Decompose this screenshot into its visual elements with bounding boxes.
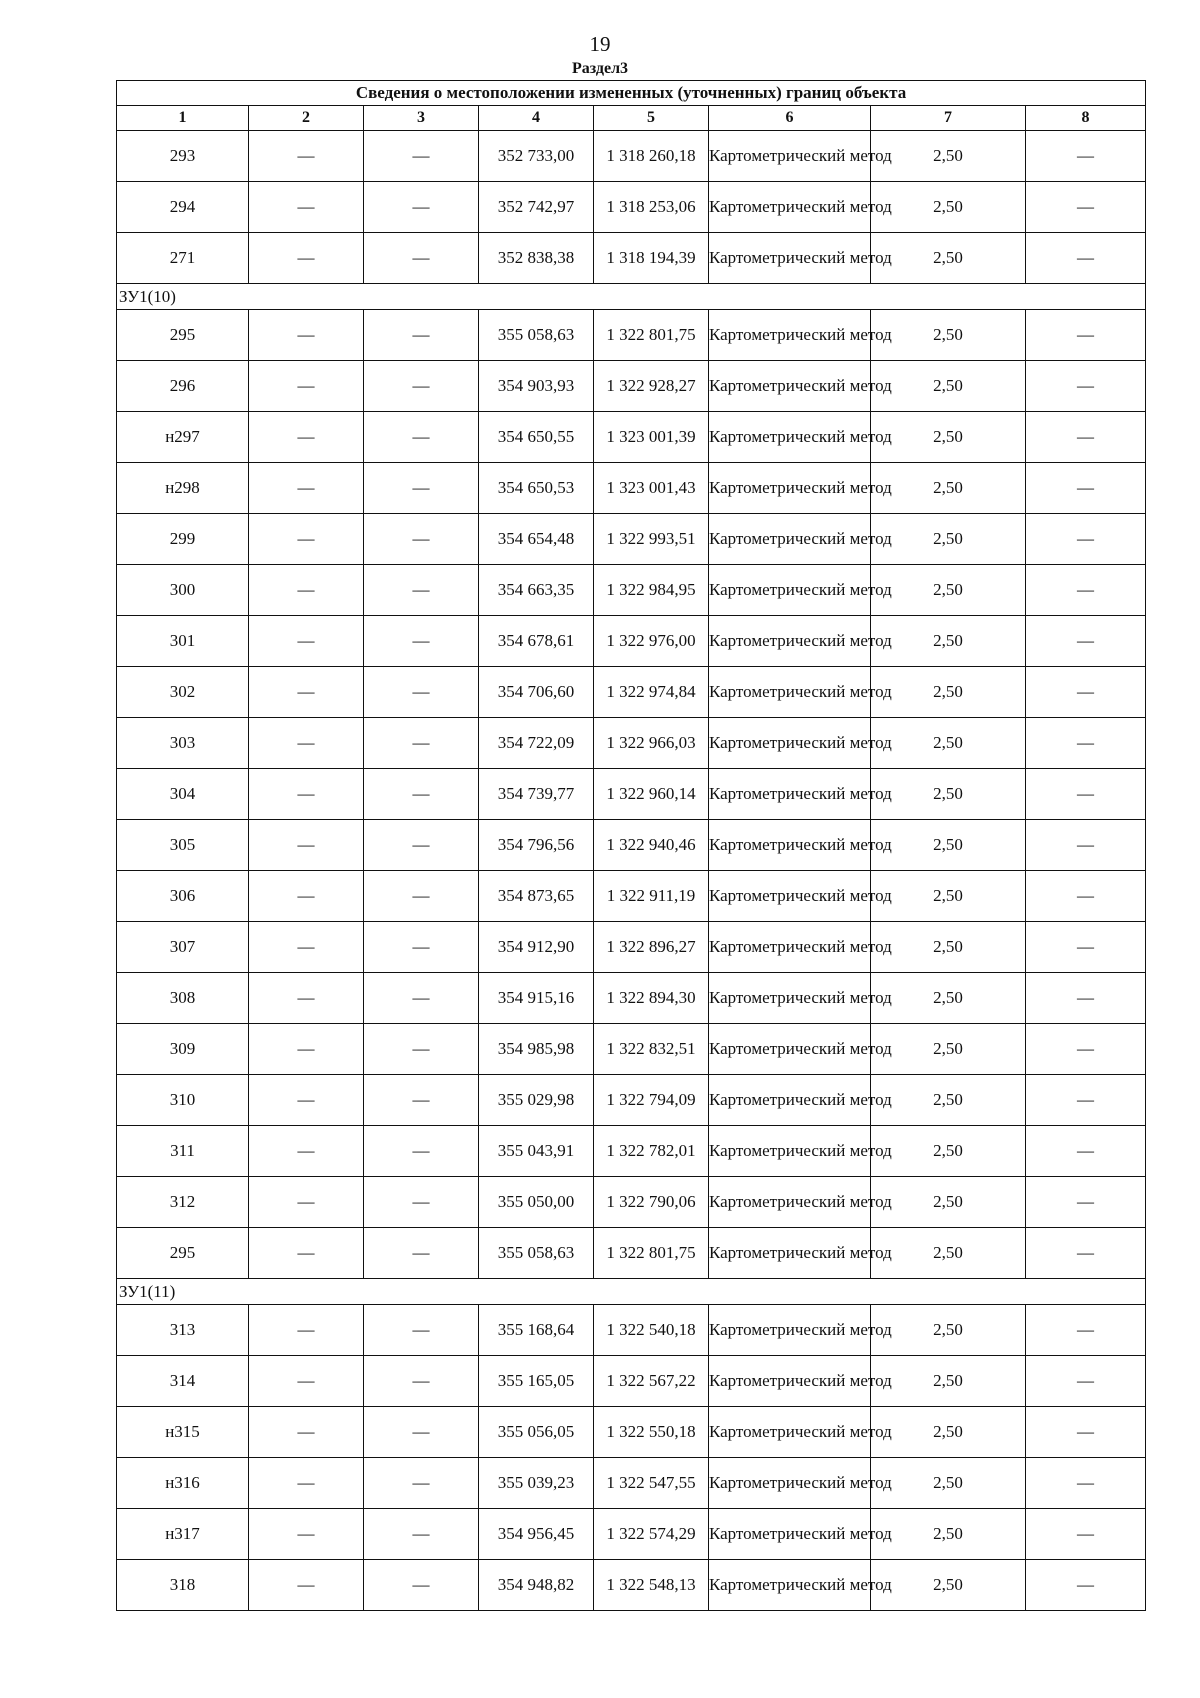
y-coordinate-cell: 1 322 801,75 xyxy=(594,1228,709,1279)
col3-cell: — xyxy=(364,973,479,1024)
method-cell: Картометрический метод xyxy=(709,1458,871,1509)
y-coordinate-cell: 1 322 782,01 xyxy=(594,1126,709,1177)
y-coordinate-cell: 1 318 260,18 xyxy=(594,131,709,182)
table-row xyxy=(117,361,1146,412)
y-coordinate-cell: 1 322 794,09 xyxy=(594,1075,709,1126)
col8-cell: — xyxy=(1026,1024,1146,1075)
x-coordinate-cell: 354 948,82 xyxy=(479,1560,594,1611)
col2-cell: — xyxy=(249,1509,364,1560)
col8-cell: — xyxy=(1026,718,1146,769)
method-cell: Картометрический метод xyxy=(709,769,871,820)
col2-cell: — xyxy=(249,1075,364,1126)
col2-cell: — xyxy=(249,1560,364,1611)
method-cell: Картометрический метод xyxy=(709,463,871,514)
col8-cell: — xyxy=(1026,514,1146,565)
x-coordinate-cell: 355 056,05 xyxy=(479,1407,594,1458)
point-number-cell: 294 xyxy=(117,182,249,233)
accuracy-cell: 2,50 xyxy=(871,871,1026,922)
col3-cell: — xyxy=(364,922,479,973)
accuracy-cell: 2,50 xyxy=(871,1228,1026,1279)
accuracy-cell: 2,50 xyxy=(871,769,1026,820)
y-coordinate-cell: 1 322 993,51 xyxy=(594,514,709,565)
y-coordinate-cell: 1 322 547,55 xyxy=(594,1458,709,1509)
col2-cell: — xyxy=(249,1126,364,1177)
col3-cell: — xyxy=(364,1509,479,1560)
x-coordinate-cell: 355 058,63 xyxy=(479,310,594,361)
x-coordinate-cell: 354 654,48 xyxy=(479,514,594,565)
table-row xyxy=(117,1075,1146,1126)
y-coordinate-cell: 1 322 976,00 xyxy=(594,616,709,667)
col8-cell: — xyxy=(1026,565,1146,616)
x-coordinate-cell: 352 742,97 xyxy=(479,182,594,233)
method-cell: Картометрический метод xyxy=(709,871,871,922)
col8-cell: — xyxy=(1026,182,1146,233)
point-number-cell: 306 xyxy=(117,871,249,922)
x-coordinate-cell: 352 838,38 xyxy=(479,233,594,284)
accuracy-cell: 2,50 xyxy=(871,361,1026,412)
point-number-cell: н316 xyxy=(117,1458,249,1509)
point-number-cell: 293 xyxy=(117,131,249,182)
y-coordinate-cell: 1 318 253,06 xyxy=(594,182,709,233)
method-cell: Картометрический метод xyxy=(709,233,871,284)
accuracy-cell: 2,50 xyxy=(871,1075,1026,1126)
col8-cell: — xyxy=(1026,616,1146,667)
point-number-cell: н297 xyxy=(117,412,249,463)
y-coordinate-cell: 1 322 894,30 xyxy=(594,973,709,1024)
y-coordinate-cell: 1 322 790,06 xyxy=(594,1177,709,1228)
y-coordinate-cell: 1 322 940,46 xyxy=(594,820,709,871)
x-coordinate-cell: 352 733,00 xyxy=(479,131,594,182)
column-number: 6 xyxy=(709,106,871,131)
col3-cell: — xyxy=(364,1407,479,1458)
point-number-cell: 302 xyxy=(117,667,249,718)
method-cell: Картометрический метод xyxy=(709,182,871,233)
accuracy-cell: 2,50 xyxy=(871,565,1026,616)
col8-cell: — xyxy=(1026,820,1146,871)
col2-cell: — xyxy=(249,463,364,514)
col2-cell: — xyxy=(249,182,364,233)
table-row xyxy=(117,667,1146,718)
x-coordinate-cell: 354 739,77 xyxy=(479,769,594,820)
table-row xyxy=(117,718,1146,769)
col8-cell: — xyxy=(1026,1126,1146,1177)
point-number-cell: 310 xyxy=(117,1075,249,1126)
accuracy-cell: 2,50 xyxy=(871,1560,1026,1611)
col2-cell: — xyxy=(249,233,364,284)
col8-cell: — xyxy=(1026,1509,1146,1560)
accuracy-cell: 2,50 xyxy=(871,463,1026,514)
x-coordinate-cell: 354 678,61 xyxy=(479,616,594,667)
col3-cell: — xyxy=(364,1356,479,1407)
y-coordinate-cell: 1 322 550,18 xyxy=(594,1407,709,1458)
point-number-cell: 300 xyxy=(117,565,249,616)
table-row xyxy=(117,769,1146,820)
col8-cell: — xyxy=(1026,1228,1146,1279)
table-row xyxy=(117,1509,1146,1560)
method-cell: Картометрический метод xyxy=(709,1228,871,1279)
x-coordinate-cell: 354 722,09 xyxy=(479,718,594,769)
point-number-cell: 312 xyxy=(117,1177,249,1228)
accuracy-cell: 2,50 xyxy=(871,820,1026,871)
table-row xyxy=(117,973,1146,1024)
col3-cell: — xyxy=(364,1560,479,1611)
col3-cell: — xyxy=(364,667,479,718)
method-cell: Картометрический метод xyxy=(709,514,871,565)
group-header-row xyxy=(117,284,1146,310)
x-coordinate-cell: 354 873,65 xyxy=(479,871,594,922)
accuracy-cell: 2,50 xyxy=(871,412,1026,463)
col3-cell: — xyxy=(364,1305,479,1356)
table-caption-row xyxy=(117,81,1146,106)
x-coordinate-cell: 354 912,90 xyxy=(479,922,594,973)
accuracy-cell: 2,50 xyxy=(871,667,1026,718)
x-coordinate-cell: 355 058,63 xyxy=(479,1228,594,1279)
method-cell: Картометрический метод xyxy=(709,361,871,412)
col8-cell: — xyxy=(1026,1458,1146,1509)
col2-cell: — xyxy=(249,820,364,871)
accuracy-cell: 2,50 xyxy=(871,310,1026,361)
col3-cell: — xyxy=(364,1126,479,1177)
point-number-cell: 311 xyxy=(117,1126,249,1177)
y-coordinate-cell: 1 322 896,27 xyxy=(594,922,709,973)
method-cell: Картометрический метод xyxy=(709,1305,871,1356)
column-number-row xyxy=(117,106,1146,131)
x-coordinate-cell: 355 043,91 xyxy=(479,1126,594,1177)
col2-cell: — xyxy=(249,1024,364,1075)
col8-cell: — xyxy=(1026,1407,1146,1458)
method-cell: Картометрический метод xyxy=(709,1177,871,1228)
x-coordinate-cell: 355 165,05 xyxy=(479,1356,594,1407)
accuracy-cell: 2,50 xyxy=(871,182,1026,233)
y-coordinate-cell: 1 322 960,14 xyxy=(594,769,709,820)
method-cell: Картометрический метод xyxy=(709,718,871,769)
y-coordinate-cell: 1 322 540,18 xyxy=(594,1305,709,1356)
point-number-cell: н298 xyxy=(117,463,249,514)
method-cell: Картометрический метод xyxy=(709,616,871,667)
accuracy-cell: 2,50 xyxy=(871,514,1026,565)
col2-cell: — xyxy=(249,1228,364,1279)
table-row xyxy=(117,922,1146,973)
y-coordinate-cell: 1 322 832,51 xyxy=(594,1024,709,1075)
table-row xyxy=(117,871,1146,922)
x-coordinate-cell: 354 663,35 xyxy=(479,565,594,616)
point-number-cell: 296 xyxy=(117,361,249,412)
accuracy-cell: 2,50 xyxy=(871,616,1026,667)
accuracy-cell: 2,50 xyxy=(871,233,1026,284)
col3-cell: — xyxy=(364,463,479,514)
accuracy-cell: 2,50 xyxy=(871,1458,1026,1509)
point-number-cell: 313 xyxy=(117,1305,249,1356)
col8-cell: — xyxy=(1026,1560,1146,1611)
x-coordinate-cell: 355 029,98 xyxy=(479,1075,594,1126)
method-cell: Картометрический метод xyxy=(709,310,871,361)
section-title: Раздел3 xyxy=(571,60,629,77)
y-coordinate-cell: 1 323 001,39 xyxy=(594,412,709,463)
table-row xyxy=(117,1126,1146,1177)
table-row xyxy=(117,1407,1146,1458)
table-row xyxy=(117,1458,1146,1509)
y-coordinate-cell: 1 322 801,75 xyxy=(594,310,709,361)
col2-cell: — xyxy=(249,667,364,718)
col3-cell: — xyxy=(364,565,479,616)
point-number-cell: н317 xyxy=(117,1509,249,1560)
accuracy-cell: 2,50 xyxy=(871,131,1026,182)
table-caption: Сведения о местоположении измененных (уточненных) границ объекта xyxy=(117,81,1146,106)
method-cell: Картометрический метод xyxy=(709,922,871,973)
col8-cell: — xyxy=(1026,463,1146,514)
column-number: 4 xyxy=(479,106,594,131)
col2-cell: — xyxy=(249,871,364,922)
accuracy-cell: 2,50 xyxy=(871,1177,1026,1228)
x-coordinate-cell: 354 796,56 xyxy=(479,820,594,871)
col3-cell: — xyxy=(364,412,479,463)
x-coordinate-cell: 354 903,93 xyxy=(479,361,594,412)
method-cell: Картометрический метод xyxy=(709,973,871,1024)
y-coordinate-cell: 1 323 001,43 xyxy=(594,463,709,514)
point-number-cell: 318 xyxy=(117,1560,249,1611)
col2-cell: — xyxy=(249,769,364,820)
col8-cell: — xyxy=(1026,310,1146,361)
table-row xyxy=(117,1177,1146,1228)
point-number-cell: 301 xyxy=(117,616,249,667)
y-coordinate-cell: 1 322 984,95 xyxy=(594,565,709,616)
y-coordinate-cell: 1 322 567,22 xyxy=(594,1356,709,1407)
table-row xyxy=(117,1024,1146,1075)
point-number-cell: 299 xyxy=(117,514,249,565)
col2-cell: — xyxy=(249,616,364,667)
accuracy-cell: 2,50 xyxy=(871,1126,1026,1177)
col3-cell: — xyxy=(364,718,479,769)
y-coordinate-cell: 1 322 574,29 xyxy=(594,1509,709,1560)
method-cell: Картометрический метод xyxy=(709,1560,871,1611)
method-cell: Картометрический метод xyxy=(709,1407,871,1458)
x-coordinate-cell: 354 650,53 xyxy=(479,463,594,514)
col8-cell: — xyxy=(1026,1356,1146,1407)
column-number: 7 xyxy=(871,106,1026,131)
table-body xyxy=(117,81,1146,1611)
col3-cell: — xyxy=(364,233,479,284)
accuracy-cell: 2,50 xyxy=(871,922,1026,973)
col3-cell: — xyxy=(364,1024,479,1075)
accuracy-cell: 2,50 xyxy=(871,1509,1026,1560)
col3-cell: — xyxy=(364,1458,479,1509)
table-row xyxy=(117,1228,1146,1279)
col2-cell: — xyxy=(249,1305,364,1356)
point-number-cell: 308 xyxy=(117,973,249,1024)
boundary-coordinates-table xyxy=(116,80,1146,1611)
col2-cell: — xyxy=(249,310,364,361)
table-row xyxy=(117,820,1146,871)
point-number-cell: н315 xyxy=(117,1407,249,1458)
point-number-cell: 304 xyxy=(117,769,249,820)
col2-cell: — xyxy=(249,1356,364,1407)
x-coordinate-cell: 355 039,23 xyxy=(479,1458,594,1509)
col8-cell: — xyxy=(1026,233,1146,284)
method-cell: Картометрический метод xyxy=(709,412,871,463)
method-cell: Картометрический метод xyxy=(709,565,871,616)
point-number-cell: 305 xyxy=(117,820,249,871)
col2-cell: — xyxy=(249,1458,364,1509)
col2-cell: — xyxy=(249,973,364,1024)
col8-cell: — xyxy=(1026,412,1146,463)
col2-cell: — xyxy=(249,412,364,463)
col2-cell: — xyxy=(249,1407,364,1458)
accuracy-cell: 2,50 xyxy=(871,1305,1026,1356)
method-cell: Картометрический метод xyxy=(709,1509,871,1560)
col3-cell: — xyxy=(364,1075,479,1126)
y-coordinate-cell: 1 322 911,19 xyxy=(594,871,709,922)
method-cell: Картометрический метод xyxy=(709,1075,871,1126)
col8-cell: — xyxy=(1026,361,1146,412)
col3-cell: — xyxy=(364,361,479,412)
col2-cell: — xyxy=(249,718,364,769)
method-cell: Картометрический метод xyxy=(709,1024,871,1075)
y-coordinate-cell: 1 318 194,39 xyxy=(594,233,709,284)
y-coordinate-cell: 1 322 966,03 xyxy=(594,718,709,769)
group-label: ЗУ1(10) xyxy=(117,284,1146,310)
table-row xyxy=(117,1305,1146,1356)
col8-cell: — xyxy=(1026,1305,1146,1356)
col2-cell: — xyxy=(249,361,364,412)
table-row xyxy=(117,1560,1146,1611)
method-cell: Картометрический метод xyxy=(709,1126,871,1177)
x-coordinate-cell: 354 915,16 xyxy=(479,973,594,1024)
point-number-cell: 307 xyxy=(117,922,249,973)
col3-cell: — xyxy=(364,871,479,922)
col2-cell: — xyxy=(249,1177,364,1228)
col8-cell: — xyxy=(1026,667,1146,718)
col2-cell: — xyxy=(249,514,364,565)
column-number: 5 xyxy=(594,106,709,131)
method-cell: Картометрический метод xyxy=(709,1356,871,1407)
col2-cell: — xyxy=(249,922,364,973)
y-coordinate-cell: 1 322 974,84 xyxy=(594,667,709,718)
table-row xyxy=(117,616,1146,667)
x-coordinate-cell: 355 168,64 xyxy=(479,1305,594,1356)
x-coordinate-cell: 354 956,45 xyxy=(479,1509,594,1560)
col2-cell: — xyxy=(249,565,364,616)
table-row xyxy=(117,310,1146,361)
page-number: 19 xyxy=(589,32,611,56)
col8-cell: — xyxy=(1026,871,1146,922)
col8-cell: — xyxy=(1026,131,1146,182)
method-cell: Картометрический метод xyxy=(709,131,871,182)
table-row xyxy=(117,514,1146,565)
point-number-cell: 309 xyxy=(117,1024,249,1075)
table-row xyxy=(117,412,1146,463)
col3-cell: — xyxy=(364,769,479,820)
col3-cell: — xyxy=(364,182,479,233)
col2-cell: — xyxy=(249,131,364,182)
point-number-cell: 295 xyxy=(117,310,249,361)
col3-cell: — xyxy=(364,514,479,565)
col3-cell: — xyxy=(364,310,479,361)
x-coordinate-cell: 354 650,55 xyxy=(479,412,594,463)
accuracy-cell: 2,50 xyxy=(871,1407,1026,1458)
column-number: 2 xyxy=(249,106,364,131)
group-header-row xyxy=(117,1279,1146,1305)
group-label: ЗУ1(11) xyxy=(117,1279,1146,1305)
table-row xyxy=(117,233,1146,284)
y-coordinate-cell: 1 322 548,13 xyxy=(594,1560,709,1611)
col3-cell: — xyxy=(364,616,479,667)
table-row xyxy=(117,131,1146,182)
x-coordinate-cell: 354 706,60 xyxy=(479,667,594,718)
method-cell: Картометрический метод xyxy=(709,820,871,871)
col8-cell: — xyxy=(1026,973,1146,1024)
column-number: 3 xyxy=(364,106,479,131)
table-row xyxy=(117,565,1146,616)
y-coordinate-cell: 1 322 928,27 xyxy=(594,361,709,412)
table-row xyxy=(117,1356,1146,1407)
col8-cell: — xyxy=(1026,1177,1146,1228)
col3-cell: — xyxy=(364,1228,479,1279)
col8-cell: — xyxy=(1026,1075,1146,1126)
accuracy-cell: 2,50 xyxy=(871,973,1026,1024)
column-number: 1 xyxy=(117,106,249,131)
accuracy-cell: 2,50 xyxy=(871,1356,1026,1407)
accuracy-cell: 2,50 xyxy=(871,1024,1026,1075)
accuracy-cell: 2,50 xyxy=(871,718,1026,769)
col3-cell: — xyxy=(364,820,479,871)
col8-cell: — xyxy=(1026,769,1146,820)
x-coordinate-cell: 354 985,98 xyxy=(479,1024,594,1075)
column-number: 8 xyxy=(1026,106,1146,131)
point-number-cell: 303 xyxy=(117,718,249,769)
col3-cell: — xyxy=(364,1177,479,1228)
point-number-cell: 295 xyxy=(117,1228,249,1279)
point-number-cell: 314 xyxy=(117,1356,249,1407)
col3-cell: — xyxy=(364,131,479,182)
table-row xyxy=(117,463,1146,514)
method-cell: Картометрический метод xyxy=(709,667,871,718)
col8-cell: — xyxy=(1026,922,1146,973)
point-number-cell: 271 xyxy=(117,233,249,284)
x-coordinate-cell: 355 050,00 xyxy=(479,1177,594,1228)
table-row xyxy=(117,182,1146,233)
